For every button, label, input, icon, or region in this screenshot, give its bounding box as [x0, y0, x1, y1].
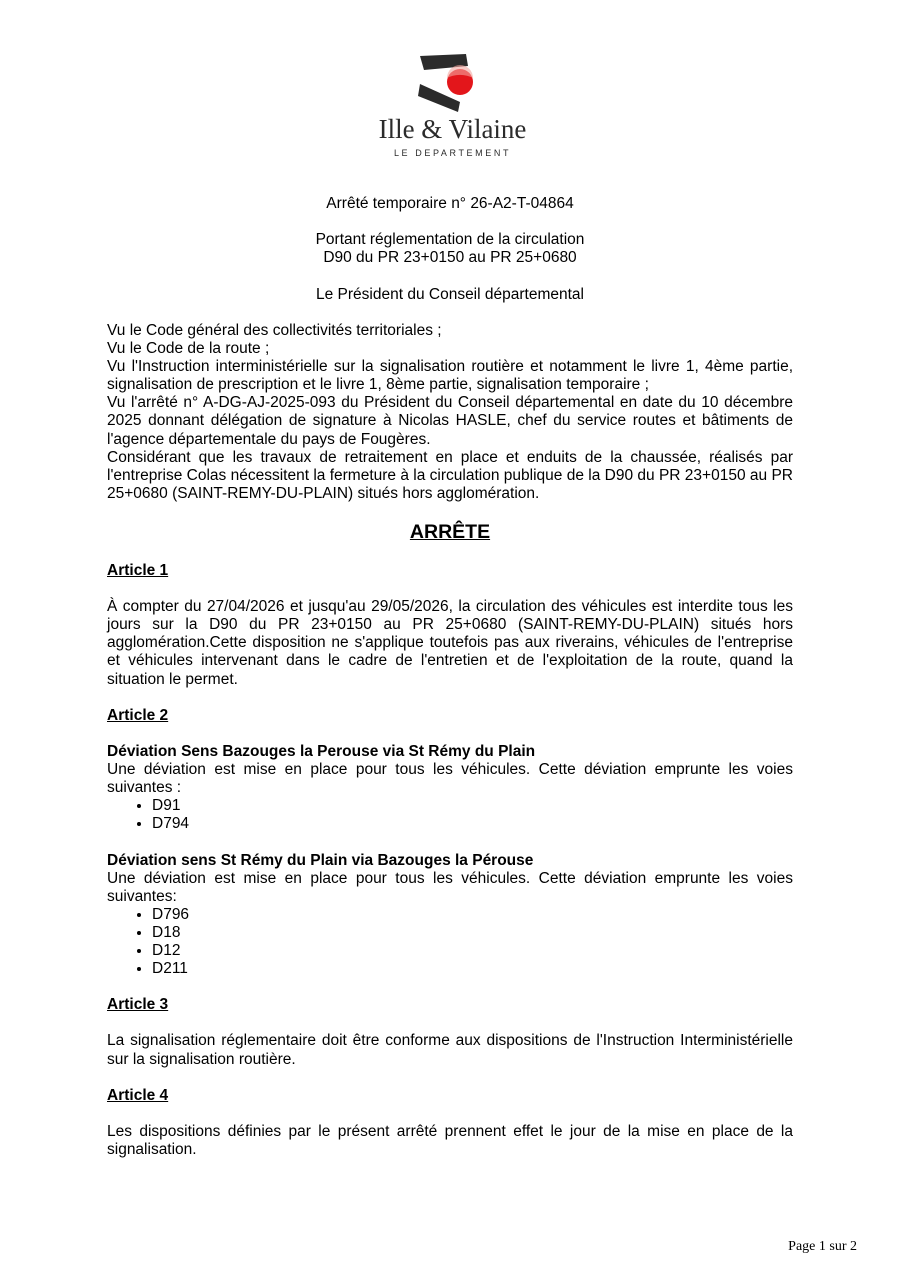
- visa-item: Vu le Code de la route ;: [107, 340, 270, 358]
- article-3-title: Article 3: [107, 996, 169, 1014]
- list-item: • D18: [152, 924, 793, 942]
- visas-block: [107, 322, 793, 503]
- visa-item: Vu l'Instruction interministérielle sur la signalisation routière et notamment le livre 1, 4ème partie, signalisation de prescription et le livre 1, 8ème partie, signalisation temporaire ;: [107, 358, 793, 394]
- ille-et-vilaine-emblem-icon: [414, 52, 484, 114]
- visa-item: Vu l'arrêté n° A-DG-AJ-2025-093 du Président du Conseil départemental en date du 10 décembre 2025 donnant délégation de signature à Nicolas HASLE, chef du service routes et bâtiments de l'agence départementale du pays de Fougères.: [107, 394, 793, 448]
- decision-title: ARRÊTE: [409, 521, 491, 543]
- deviation-1-title: Déviation Sens Bazouges la Perouse via St Rémy du Plain: [107, 742, 536, 760]
- list-item: • D796: [152, 906, 793, 924]
- deviation-1-roads: [107, 797, 793, 833]
- list-item: • D794: [152, 815, 793, 833]
- arrete-subject: [107, 231, 793, 267]
- deviation-2-roads: [107, 906, 793, 978]
- visa-item: Vu le Code général des collectivités territoriales ;: [107, 322, 442, 339]
- subject-line-2: D90 du PR 23+0150 au PR 25+0680: [323, 249, 577, 266]
- articles: [107, 562, 793, 1159]
- article-4-text: Les dispositions définies par le présent arrêté prennent effet le jour de la mise en place de la signalisation.: [107, 1122, 793, 1158]
- list-item: • D12: [152, 942, 793, 960]
- deviation-2-text: Une déviation est mise en place pour tous les véhicules. Cette déviation emprunte les voies suivantes:: [107, 869, 793, 905]
- authority: Le Président du Conseil départemental: [316, 286, 584, 303]
- deviation-1-text: Une déviation est mise en place pour tous les véhicules. Cette déviation emprunte les voies suivantes :: [107, 761, 793, 797]
- article-1-text: À compter du 27/04/2026 et jusqu'au 29/05/2026, la circulation des véhicules est interdite tous les jours sur la D90 du PR 23+0150 au PR 25+0680 (SAINT-REMY-DU-PLAIN) situés hors agglomération.Cette disposition ne s'applique toutefois pas aux riverains, véhicules de l'entreprise et véhicules intervenant dans le cadre de l'entretien et de l'exploitation de la route, quand la situation le permet.: [107, 598, 793, 688]
- list-item: • D211: [152, 960, 793, 978]
- article-4-title: Article 4: [107, 1086, 169, 1104]
- subject-line-1: Portant réglementation de la circulation: [315, 231, 585, 248]
- logo-subtitle: LE DEPARTEMENT: [393, 148, 512, 158]
- article-2-title: Article 2: [107, 706, 169, 724]
- department-logo: [370, 52, 535, 164]
- arrete-number: Arrêté temporaire n° 26-A2-T-04864: [326, 195, 574, 212]
- visa-item: Considérant que les travaux de retraitement en place et enduits de la chaussée, réalisés par l'entreprise Colas nécessitent la fermeture à la circulation publique de la D90 du PR 23+0150 au PR 25+0680 (SAINT-REMY-DU-PLAIN) situés hors agglomération.: [107, 448, 793, 502]
- deviation-2-title: Déviation sens St Rémy du Plain via Bazouges la Pérouse: [107, 851, 534, 869]
- logo-name: Ille & Vilaine: [378, 114, 527, 144]
- article-1-title: Article 1: [107, 562, 169, 579]
- page-number: Page 1 sur 2: [788, 1239, 857, 1254]
- article-3-text: La signalisation réglementaire doit être conforme aux dispositions de l'Instruction Interministérielle sur la signalisation routière.: [107, 1032, 793, 1068]
- list-item: • D91: [152, 797, 793, 815]
